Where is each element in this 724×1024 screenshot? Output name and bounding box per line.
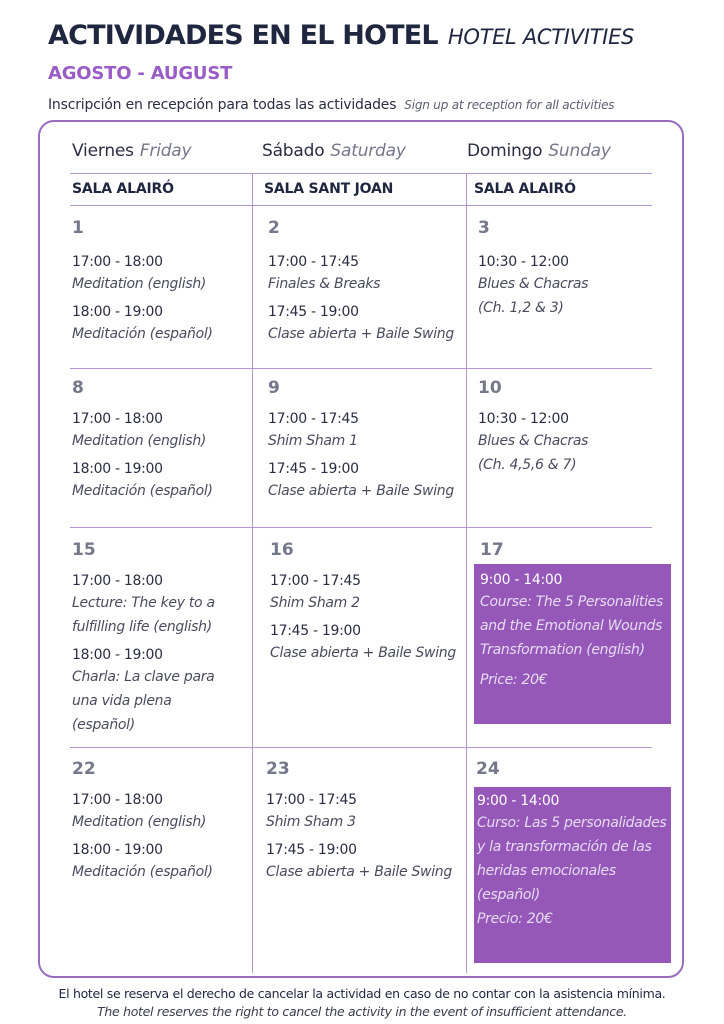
day-cell [72,540,248,737]
event-title: Charla: La clave para una vida plena (español) [72,669,215,733]
day-cell [478,218,648,320]
event-time: 10:30 - 12:00 [478,411,569,427]
event-time: 18:00 - 19:00 [72,304,163,320]
day-header-friday [72,141,191,161]
event-time: 17:00 - 18:00 [72,254,163,270]
page-title-english: HOTEL ACTIVITIES [447,25,635,49]
event-time: 17:00 - 17:45 [266,792,357,808]
signup-row [48,94,614,113]
date-number: 17 [480,540,504,560]
day-cell [476,759,646,779]
event-title: Shim Sham 2 [270,595,360,611]
event-title: Meditation (english) [72,814,207,830]
day-name-spanish: Viernes [72,141,134,161]
column-divider-1 [252,173,253,973]
day-name-english: Friday [139,141,192,161]
room-label-sunday: SALA ALAIRÓ [474,181,576,197]
day-cell [266,759,461,884]
featured-event-card [474,787,671,963]
divider-week-2 [70,527,652,528]
event-time: 17:00 - 18:00 [72,573,163,589]
event-time: 17:00 - 17:45 [268,254,359,270]
event-title: Clase abierta + Baile Swing [268,326,454,342]
date-number: 2 [268,218,280,238]
footer-note-english: The hotel reserves the right to cancel the activity in the event of insufficient attendance. [97,1004,627,1019]
event-time: 18:00 - 19:00 [72,647,163,663]
event-price: Price: 20€ [480,672,548,688]
date-number: 22 [72,759,96,779]
date-number: 10 [478,378,502,398]
divider-week-1 [70,368,652,369]
event-time: 9:00 - 14:00 [480,572,563,588]
event-title: Meditación (español) [72,483,213,499]
featured-event-card [474,564,671,724]
footer-note-spanish: El hotel se reserva el derecho de cancelar la actividad en caso de no contar con la asistencia mínima. [58,986,666,1001]
event-title: Blues & Chacras [478,433,589,449]
signup-note-english: Sign up at reception for all activities [404,98,615,112]
event-title: Clase abierta + Baile Swing [266,864,452,880]
page-title: ACTIVIDADES EN EL HOTEL [48,20,438,51]
event-title: Finales & Breaks [268,276,381,292]
event-time: 17:00 - 17:45 [270,573,361,589]
event-title: Clase abierta + Baile Swing [270,645,456,661]
event-subtitle: (Ch. 4,5,6 & 7) [478,457,577,473]
event-time: 17:45 - 19:00 [270,623,361,639]
signup-note-spanish: Inscripción en recepción para todas las actividades [48,97,397,113]
day-cell [270,540,465,665]
day-cell [268,378,463,503]
divider-week-3 [70,747,652,748]
event-time: 17:45 - 19:00 [268,304,359,320]
event-title: Meditación (español) [72,326,213,342]
month-label: AGOSTO - AUGUST [48,63,233,84]
date-number: 23 [266,759,290,779]
event-title: Curso: Las 5 personalidades y la transformación de las heridas emocionales (español) [477,815,667,903]
date-number: 3 [478,218,490,238]
day-name-english: Sunday [548,141,611,161]
event-subtitle: (Ch. 1,2 & 3) [478,300,564,316]
date-number: 1 [72,218,84,238]
date-number: 9 [268,378,280,398]
day-header-saturday [262,141,406,161]
day-cell [268,218,463,346]
divider-under-days [70,173,652,174]
event-time: 9:00 - 14:00 [477,793,560,809]
event-time: 17:45 - 19:00 [268,461,359,477]
day-header-sunday [467,141,611,161]
event-title: Meditación (español) [72,864,213,880]
event-title: Shim Sham 3 [266,814,356,830]
day-name-spanish: Sábado [262,141,325,161]
day-name-spanish: Domingo [467,141,543,161]
event-title: Shim Sham 1 [268,433,358,449]
event-price: Precio: 20€ [477,911,553,927]
day-cell [72,218,248,346]
day-cell [72,378,248,503]
event-time: 17:00 - 18:00 [72,792,163,808]
event-time: 17:00 - 17:45 [268,411,359,427]
event-title: Blues & Chacras [478,276,589,292]
title-row [48,20,634,51]
day-cell [478,378,648,477]
divider-under-rooms [70,205,652,206]
day-name-english: Saturday [330,141,406,161]
event-time: 10:30 - 12:00 [478,254,569,270]
column-divider-2 [466,173,467,973]
day-cell [72,759,248,884]
room-label-friday: SALA ALAIRÓ [72,181,174,197]
event-time: 17:45 - 19:00 [266,842,357,858]
date-number: 16 [270,540,294,560]
event-title: Clase abierta + Baile Swing [268,483,454,499]
date-number: 24 [476,759,500,779]
event-title: Course: The 5 Personalities and the Emotional Wounds Transformation (english) [480,594,663,658]
date-number: 15 [72,540,96,560]
date-number: 8 [72,378,84,398]
event-title: Lecture: The key to a fulfilling life (english) [72,595,215,635]
event-title: Meditation (english) [72,276,207,292]
event-time: 18:00 - 19:00 [72,842,163,858]
event-time: 17:00 - 18:00 [72,411,163,427]
room-label-saturday: SALA SANT JOAN [264,181,394,197]
event-title: Meditation (english) [72,433,207,449]
event-time: 18:00 - 19:00 [72,461,163,477]
day-cell [480,540,650,560]
